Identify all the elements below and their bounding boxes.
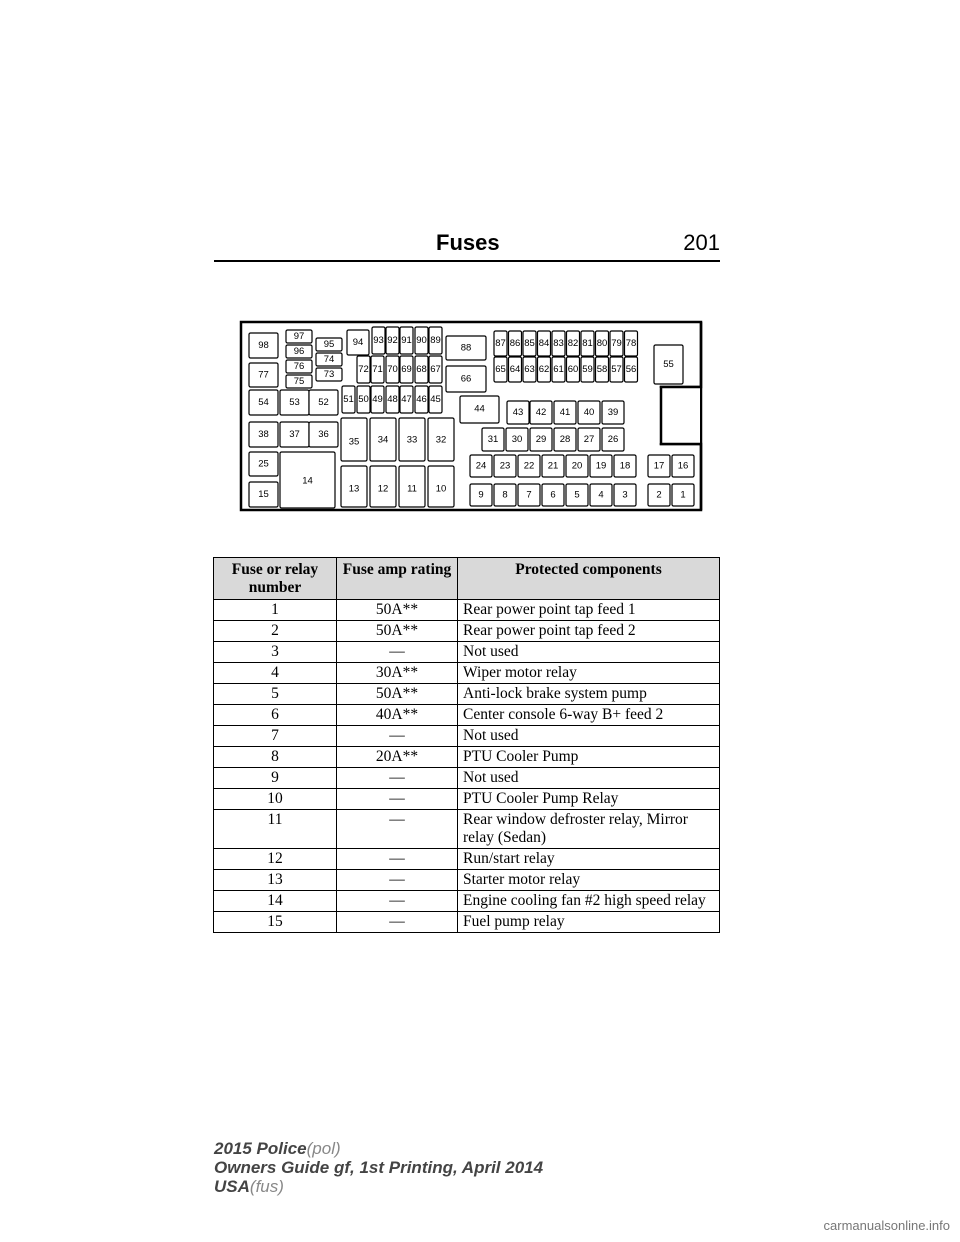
fuse-number: 14: [214, 891, 337, 912]
fuse-90: [415, 327, 428, 354]
fuse-55: [654, 345, 683, 384]
fuse-label: 31: [487, 434, 499, 445]
fuse-7: [518, 484, 540, 506]
fuse-label: 15: [258, 489, 269, 500]
footer-market: USA: [214, 1177, 250, 1196]
protected-components: Not used: [458, 768, 720, 789]
fuse-label: 75: [293, 376, 305, 387]
fuse-label: 78: [625, 338, 637, 349]
fuse-label: 17: [653, 460, 665, 472]
fuse-label: 34: [377, 434, 389, 446]
fuse-label: 22: [523, 460, 535, 472]
footer-model: 2015 Police: [214, 1139, 307, 1158]
fuse-88: [446, 336, 486, 360]
fuse-66: [446, 366, 486, 392]
fuse-9: [470, 484, 492, 506]
fuse-54: [249, 390, 278, 415]
fuse-label: 16: [677, 460, 689, 472]
fuse-13: [341, 466, 367, 507]
fuse-69: [400, 356, 413, 383]
fuse-36: [309, 422, 338, 447]
fuse-label: 55: [663, 359, 674, 370]
fuse-73: [316, 368, 342, 381]
fuse-12: [370, 466, 396, 507]
fuse-number: 15: [214, 912, 337, 933]
fuse-37: [280, 422, 309, 447]
fuse-label: 56: [625, 364, 637, 375]
fuse-label: 66: [460, 373, 472, 385]
fuse-label: 1: [680, 489, 686, 501]
fuse-label: 70: [387, 364, 398, 375]
fuse-79: [610, 331, 623, 356]
fuse-label: 63: [524, 364, 535, 375]
fuse-label: 50: [358, 394, 369, 405]
protected-components: PTU Cooler Pump Relay: [458, 789, 720, 810]
fuse-label: 87: [495, 338, 506, 349]
footer-model-code: (pol): [306, 1139, 341, 1158]
fuse-label: 74: [323, 354, 335, 365]
fuse-label: 64: [509, 364, 521, 375]
fuse-number: 11: [214, 810, 337, 849]
fuse-label: 57: [611, 364, 622, 375]
fuse-89: [429, 327, 442, 354]
protected-components: Anti-lock brake system pump: [458, 684, 720, 705]
table-row: [214, 600, 720, 621]
fuse-number: 3: [214, 642, 337, 663]
protected-components: Center console 6-way B+ feed 2: [458, 705, 720, 726]
fuse-22: [518, 455, 540, 477]
fuse-74: [316, 353, 342, 366]
fuse-label: 35: [348, 436, 360, 448]
section-title: Fuses: [436, 230, 500, 255]
fuse-label: 37: [289, 429, 300, 440]
fuse-label: 83: [553, 338, 564, 349]
fuse-label: 19: [595, 460, 607, 472]
fuse-93: [372, 327, 385, 354]
fuse-86: [509, 331, 522, 356]
fuse-rating: —: [337, 642, 458, 663]
fuse-70: [386, 356, 399, 383]
footer-line-2: Owners Guide gf, 1st Printing, April 2014: [214, 1158, 544, 1177]
fuse-23: [494, 455, 516, 477]
fuse-35: [341, 418, 367, 461]
protected-components: Engine cooling fan #2 high speed relay: [458, 891, 720, 912]
fuse-number: 7: [214, 726, 337, 747]
fuse-label: 92: [387, 335, 398, 346]
fuse-81: [581, 331, 594, 356]
fuse-label: 91: [401, 335, 412, 346]
fuse-rating: 50A**: [337, 621, 458, 642]
fuse-label: 62: [538, 364, 550, 375]
fuse-19: [590, 455, 612, 477]
table-row: [214, 891, 720, 912]
footer-market-code: (fus): [249, 1177, 284, 1196]
fuse-rating: —: [337, 768, 458, 789]
fuse-71: [371, 356, 384, 383]
fuse-40: [578, 401, 600, 424]
document-footer: [214, 1139, 543, 1196]
fuse-77: [249, 363, 278, 387]
fuse-label: 23: [499, 460, 511, 472]
fuse-rating: —: [337, 789, 458, 810]
fuse-label: 14: [302, 475, 313, 487]
fuse-label: 39: [607, 407, 619, 418]
fuse-75: [286, 375, 312, 388]
fuse-label: 98: [258, 340, 269, 351]
fuse-83: [552, 331, 565, 356]
fuse-96: [286, 345, 312, 358]
table-row: [214, 684, 720, 705]
fuse-label: 30: [511, 434, 523, 445]
fuse-label: 18: [619, 460, 631, 472]
fuse-8: [494, 484, 516, 506]
fuse-34: [370, 418, 396, 461]
fuse-45: [429, 386, 442, 413]
footer-line-1: [214, 1139, 543, 1158]
fuse-label: 4: [598, 489, 604, 501]
page-number: 201: [683, 230, 720, 255]
fuse-25: [249, 452, 278, 476]
fuse-label: 24: [475, 460, 487, 472]
fuse-rating: —: [337, 810, 458, 849]
fuse-label: 95: [323, 339, 335, 350]
table-row: [214, 726, 720, 747]
fuse-50: [357, 386, 370, 413]
fuse-rating: —: [337, 891, 458, 912]
fuse-label: 54: [258, 397, 269, 408]
fuse-4: [590, 484, 612, 506]
fuse-label: 85: [524, 338, 535, 349]
fuse-label: 29: [535, 434, 547, 445]
fuse-63: [523, 357, 536, 382]
fuse-3: [614, 484, 636, 506]
fuse-label: 38: [258, 429, 269, 440]
fuse-label: 84: [538, 338, 550, 349]
protected-components: Starter motor relay: [458, 870, 720, 891]
fuse-33: [399, 418, 425, 461]
fuse-label: 86: [509, 338, 521, 349]
fuse-17: [648, 455, 670, 477]
fuse-14: [280, 452, 335, 508]
fuse-60: [567, 357, 580, 382]
fuse-58: [596, 357, 609, 382]
fuse-16: [672, 455, 694, 477]
fuse-label: 51: [343, 394, 354, 405]
fuse-rating: —: [337, 870, 458, 891]
fuse-label: 81: [582, 338, 593, 349]
protected-components: Fuel pump relay: [458, 912, 720, 933]
fuse-52: [309, 390, 338, 415]
fuse-label: 77: [258, 369, 269, 381]
fuse-rating: 50A**: [337, 600, 458, 621]
fuse-label: 72: [358, 364, 369, 375]
fuse-label: 88: [460, 342, 472, 354]
fuse-table: [213, 557, 720, 933]
fuse-38: [249, 422, 278, 447]
fuse-rating: 50A**: [337, 684, 458, 705]
column-header-components: Protected components: [458, 558, 720, 600]
protected-components: Wiper motor relay: [458, 663, 720, 684]
fuse-label: 28: [559, 434, 571, 445]
fuse-label: 5: [574, 489, 580, 501]
fuse-42: [530, 401, 552, 424]
fuse-number: 8: [214, 747, 337, 768]
fuse-label: 20: [571, 460, 583, 472]
table-row: [214, 810, 720, 849]
protected-components: Not used: [458, 642, 720, 663]
protected-components: Rear power point tap feed 1: [458, 600, 720, 621]
fuse-label: 65: [495, 364, 506, 375]
fuse-label: 67: [430, 364, 441, 375]
fuse-number: 4: [214, 663, 337, 684]
fuse-59: [581, 357, 594, 382]
fuse-61: [552, 357, 565, 382]
fuse-68: [415, 356, 428, 383]
fuse-label: 79: [611, 338, 622, 349]
fuse-91: [400, 327, 413, 354]
fuse-46: [415, 386, 428, 413]
fuse-label: 52: [318, 397, 329, 408]
fuse-5: [566, 484, 588, 506]
protected-components: Not used: [458, 726, 720, 747]
fuse-rating: —: [337, 726, 458, 747]
fuse-label: 58: [596, 364, 608, 375]
fuse-94: [347, 330, 369, 355]
fuse-56: [625, 357, 638, 382]
fuse-label: 26: [607, 434, 619, 445]
column-header-number: Fuse or relay number: [214, 558, 337, 600]
fuse-72: [357, 356, 370, 383]
fuse-30: [506, 428, 528, 451]
fuse-label: 76: [293, 361, 305, 372]
protected-components: Run/start relay: [458, 849, 720, 870]
fuse-number: 10: [214, 789, 337, 810]
fuse-26: [602, 428, 624, 451]
table-row: [214, 663, 720, 684]
fuse-29: [530, 428, 552, 451]
fuse-43: [507, 401, 529, 424]
fuse-label: 68: [416, 364, 427, 375]
fuse-65: [494, 357, 507, 382]
fuse-rating: 40A**: [337, 705, 458, 726]
fuse-rating: —: [337, 912, 458, 933]
fuse-44: [460, 396, 499, 423]
fuse-31: [482, 428, 504, 451]
table-header-row: [214, 558, 720, 600]
fuse-64: [509, 357, 522, 382]
fuse-95: [316, 338, 342, 351]
fuse-51: [342, 386, 355, 413]
fuse-label: 6: [550, 489, 556, 501]
table-row: [214, 747, 720, 768]
table-row: [214, 789, 720, 810]
fuse-2: [648, 484, 670, 506]
fuse-label: 61: [553, 364, 564, 375]
fuse-label: 96: [293, 346, 305, 357]
fuse-label: 27: [583, 434, 595, 445]
fuse-label: 93: [373, 335, 384, 346]
fuse-label: 49: [372, 394, 383, 405]
fuse-label: 90: [416, 335, 427, 346]
fuse-number: 13: [214, 870, 337, 891]
fuse-label: 7: [526, 489, 532, 501]
fuse-rating: 20A**: [337, 747, 458, 768]
fuse-label: 48: [387, 394, 398, 405]
fuse-78: [625, 331, 638, 356]
fuse-label: 40: [583, 407, 595, 418]
fuse-rating: 30A**: [337, 663, 458, 684]
fuse-label: 33: [406, 434, 418, 446]
fuse-53: [280, 390, 309, 415]
fuse-48: [386, 386, 399, 413]
fuse-label: 89: [430, 335, 441, 346]
protected-components: PTU Cooler Pump: [458, 747, 720, 768]
table-row: [214, 849, 720, 870]
fuse-87: [494, 331, 507, 356]
table-row: [214, 768, 720, 789]
fuse-15: [249, 482, 278, 507]
fuse-57: [610, 357, 623, 382]
fuse-label: 12: [377, 483, 389, 495]
fuse-label: 9: [478, 489, 484, 501]
fuse-76: [286, 360, 312, 373]
fuse-20: [566, 455, 588, 477]
fuse-label: 80: [596, 338, 608, 349]
fuse-label: 71: [372, 364, 383, 375]
fuse-label: 53: [289, 397, 300, 408]
fuse-label: 82: [567, 338, 579, 349]
fuse-97: [286, 330, 312, 343]
fuse-rating: —: [337, 849, 458, 870]
fuse-84: [538, 331, 551, 356]
fuse-label: 97: [293, 331, 305, 342]
table-row: [214, 870, 720, 891]
table-row: [214, 705, 720, 726]
fuse-92: [386, 327, 399, 354]
fuse-number: 2: [214, 621, 337, 642]
fuse-label: 25: [258, 458, 269, 470]
protected-components: Rear window defroster relay, Mirror relay (Sedan): [458, 810, 720, 849]
fuse-80: [596, 331, 609, 356]
fuse-label: 44: [474, 403, 485, 415]
fuse-67: [429, 356, 442, 383]
fuse-label: 43: [512, 407, 524, 418]
fuse-label: 3: [622, 489, 628, 501]
fuse-box-diagram: [0, 0, 960, 560]
fuse-label: 13: [348, 483, 360, 495]
fuse-27: [578, 428, 600, 451]
fuse-label: 69: [401, 364, 412, 375]
fuse-62: [538, 357, 551, 382]
fuse-1: [672, 484, 694, 506]
fuse-label: 94: [352, 337, 364, 348]
fuse-label: 8: [502, 489, 508, 501]
fuse-49: [371, 386, 384, 413]
fuse-label: 45: [430, 394, 441, 405]
fuse-label: 2: [656, 489, 662, 501]
table-row: [214, 642, 720, 663]
protected-components: Rear power point tap feed 2: [458, 621, 720, 642]
fuse-85: [523, 331, 536, 356]
fuse-label: 46: [416, 394, 427, 405]
fuse-28: [554, 428, 576, 451]
fuse-24: [470, 455, 492, 477]
fuse-number: 1: [214, 600, 337, 621]
fuse-label: 36: [318, 429, 329, 440]
table-row: [214, 621, 720, 642]
fuse-label: 21: [547, 460, 559, 472]
fuse-82: [567, 331, 580, 356]
fuse-11: [399, 466, 425, 507]
fuse-number: 9: [214, 768, 337, 789]
fuse-label: 59: [582, 364, 593, 375]
fuse-47: [400, 386, 413, 413]
fuse-number: 5: [214, 684, 337, 705]
fuse-39: [602, 401, 624, 424]
fuse-41: [554, 401, 576, 424]
fuse-label: 73: [323, 369, 335, 380]
fuse-label: 11: [407, 483, 417, 495]
fuse-6: [542, 484, 564, 506]
column-header-rating: Fuse amp rating: [337, 558, 458, 600]
fuse-label: 41: [559, 407, 571, 418]
footer-line-3: [214, 1177, 543, 1196]
watermark: carmanualsonline.info: [823, 1218, 950, 1233]
table-row: [214, 912, 720, 933]
fuse-18: [614, 455, 636, 477]
fuse-number: 12: [214, 849, 337, 870]
fuse-label: 42: [535, 407, 547, 418]
fuse-label: 47: [401, 394, 412, 405]
fuse-10: [428, 466, 454, 507]
fuse-32: [428, 418, 454, 461]
fuse-98: [249, 333, 278, 358]
fuse-21: [542, 455, 564, 477]
fuse-label: 60: [567, 364, 579, 375]
fuse-label: 10: [435, 483, 447, 495]
fuse-number: 6: [214, 705, 337, 726]
fuse-label: 32: [435, 434, 447, 446]
